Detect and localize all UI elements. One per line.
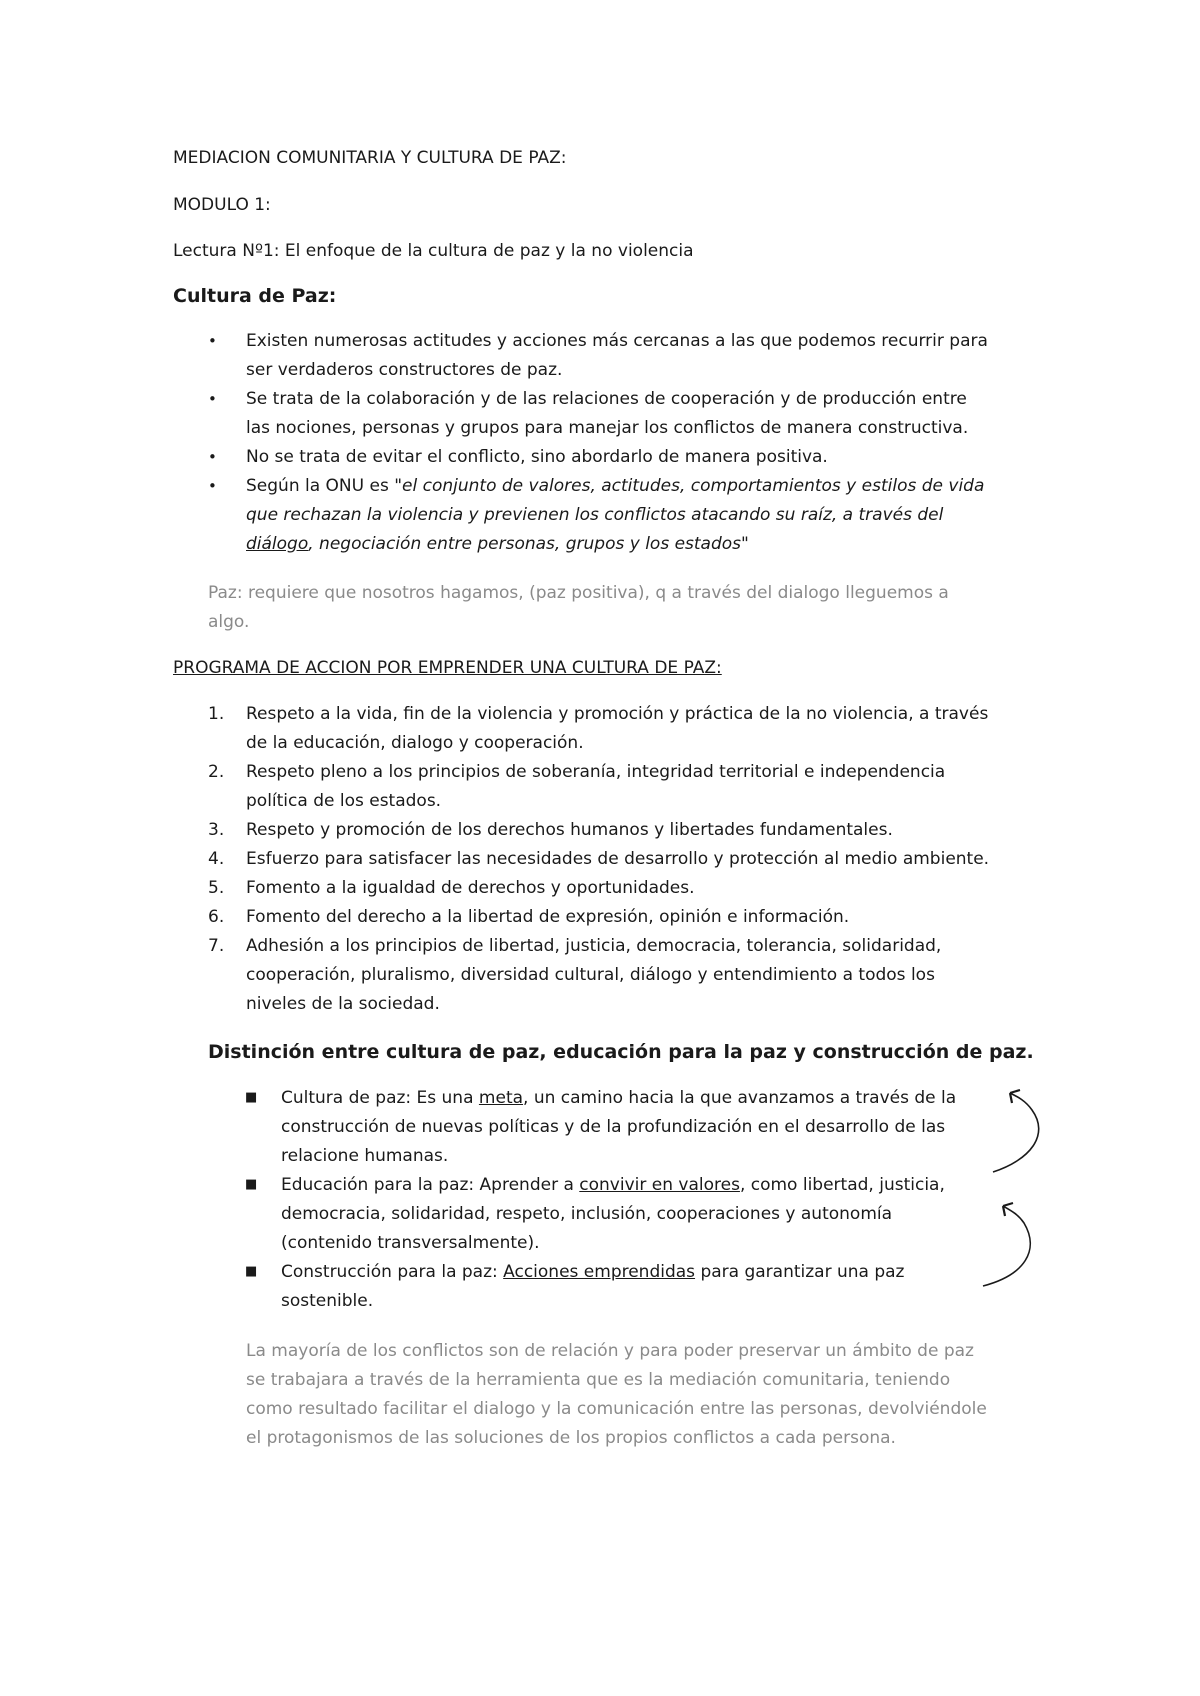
list-number: 2. [208,762,225,782]
list-number: 6. [208,907,225,927]
bullet-dot: • [208,477,217,495]
closing-line-2: se trabajara a través de la herramienta que es la mediación comunitaria, teniendo [246,1370,951,1390]
closing-line-4: el protagonismos de las soluciones de los propios conflictos a cada persona. [246,1428,896,1448]
distinction-item-1-line-3: relacione humanas. [281,1146,449,1166]
onu-quote-line-3-rest: , negociación entre personas, grupos y los estados [308,534,742,554]
distinction-item-3-line-2: sostenible. [281,1291,374,1311]
program-item-4: Esfuerzo para satisfacer las necesidades de desarrollo y protección al medio ambiente. [246,849,990,869]
list-number: 5. [208,878,225,898]
program-item-6: Fomento del derecho a la libertad de expresión, opinión e información. [246,907,850,927]
section-heading-cultura-paz: Cultura de Paz: [173,285,337,307]
distinction-item-3-rest: para garantizar una paz [695,1262,905,1282]
square-bullet: ■ [245,1177,258,1192]
program-item-3: Respeto y promoción de los derechos humanos y libertades fundamentales. [246,820,893,840]
distinction-item-1-line-2: construcción de nuevas políticas y de la profundización en el desarrollo de las [281,1117,946,1137]
bullet-1-line-2: ser verdaderos constructores de paz. [246,360,563,380]
distinction-heading: Distinción entre cultura de paz, educación para la paz y construcción de paz. [208,1041,1034,1063]
bullet-3-line-1: No se trata de evitar el conflicto, sino abordarlo de manera positiva. [246,447,828,467]
distinction-item-1-lead: Cultura de paz: Es una [281,1088,479,1108]
program-item-1-line-1: Respeto a la vida, fin de la violencia y promoción y práctica de la no violencia, a través [246,704,989,724]
onu-quote-line-1: el conjunto de valores, actitudes, comportamientos y estilos de vida [402,476,985,496]
bullet-dot: • [208,390,217,408]
square-bullet: ■ [245,1264,258,1279]
closing-line-3: como resultado facilitar el dialogo y la comunicación entre las personas, devolviéndole [246,1399,987,1419]
bullet-2-line-1: Se trata de la colaboración y de las relaciones de cooperación y de producción entre [246,389,967,409]
distinction-item-2-line-2: democracia, solidaridad, respeto, inclusión, cooperaciones y autonomía [281,1204,893,1224]
bullet-dot: • [208,332,217,350]
list-number: 3. [208,820,225,840]
program-item-2-line-2: política de los estados. [246,791,442,811]
note-line-2: algo. [208,612,250,632]
acciones-underlined: Acciones emprendidas [503,1262,696,1282]
program-item-5: Fomento a la igualdad de derechos y oportunidades. [246,878,695,898]
distinction-item-3-lead: Construcción para la paz: [281,1262,504,1282]
note-line-1: Paz: requiere que nosotros hagamos, (paz positiva), q a través del dialogo lleguemos a [208,583,949,603]
bullet-2-line-2: las nociones, personas y grupos para manejar los conflictos de manera constructiva. [246,418,969,438]
bullet-4-prefix: Según la ONU es " [246,476,403,496]
program-heading: PROGRAMA DE ACCION POR EMPRENDER UNA CULTURA DE PAZ: [173,658,722,678]
quote-close: " [741,534,749,554]
dialogo-underlined: diálogo [246,534,309,554]
bullet-dot: • [208,448,217,466]
onu-quote-line-2: que rechazan la violencia y previenen los conflictos atacando su raíz, a través del [246,505,944,525]
program-item-2-line-1: Respeto pleno a los principios de soberanía, integridad territorial e independencia [246,762,946,782]
closing-line-1: La mayoría de los conflictos son de relación y para poder preservar un ámbito de paz [246,1341,974,1361]
square-bullet: ■ [245,1090,258,1105]
bullet-1-line-1: Existen numerosas actitudes y acciones más cercanas a las que podemos recurrir para [246,331,988,351]
program-item-7-line-3: niveles de la sociedad. [246,994,440,1014]
convivir-underlined: convivir en valores [579,1175,740,1195]
program-item-1-line-2: de la educación, dialogo y cooperación. [246,733,584,753]
program-item-7-line-2: cooperación, pluralismo, diversidad cultural, diálogo y entendimiento a todos los [246,965,935,985]
distinction-item-2-lead: Educación para la paz: Aprender a [281,1175,580,1195]
curved-arrow-icon [983,1203,1030,1286]
distinction-item-2-line-3: (contenido transversalmente). [281,1233,540,1253]
module-label: MODULO 1: [173,195,271,215]
list-number: 7. [208,936,225,956]
program-item-7-line-1: Adhesión a los principios de libertad, justicia, democracia, tolerancia, solidaridad, [246,936,942,956]
distinction-item-1-rest: , un camino hacia la que avanzamos a través de la [523,1088,957,1108]
meta-underlined: meta [478,1088,524,1108]
list-number: 1. [208,704,225,724]
list-number: 4. [208,849,225,869]
document-title: MEDIACION COMUNITARIA Y CULTURA DE PAZ: [173,148,567,168]
distinction-item-2-rest: , como libertad, justicia, [739,1175,945,1195]
reading-title: Lectura Nº1: El enfoque de la cultura de paz y la no violencia [173,241,694,261]
curved-arrow-icon [993,1090,1039,1172]
